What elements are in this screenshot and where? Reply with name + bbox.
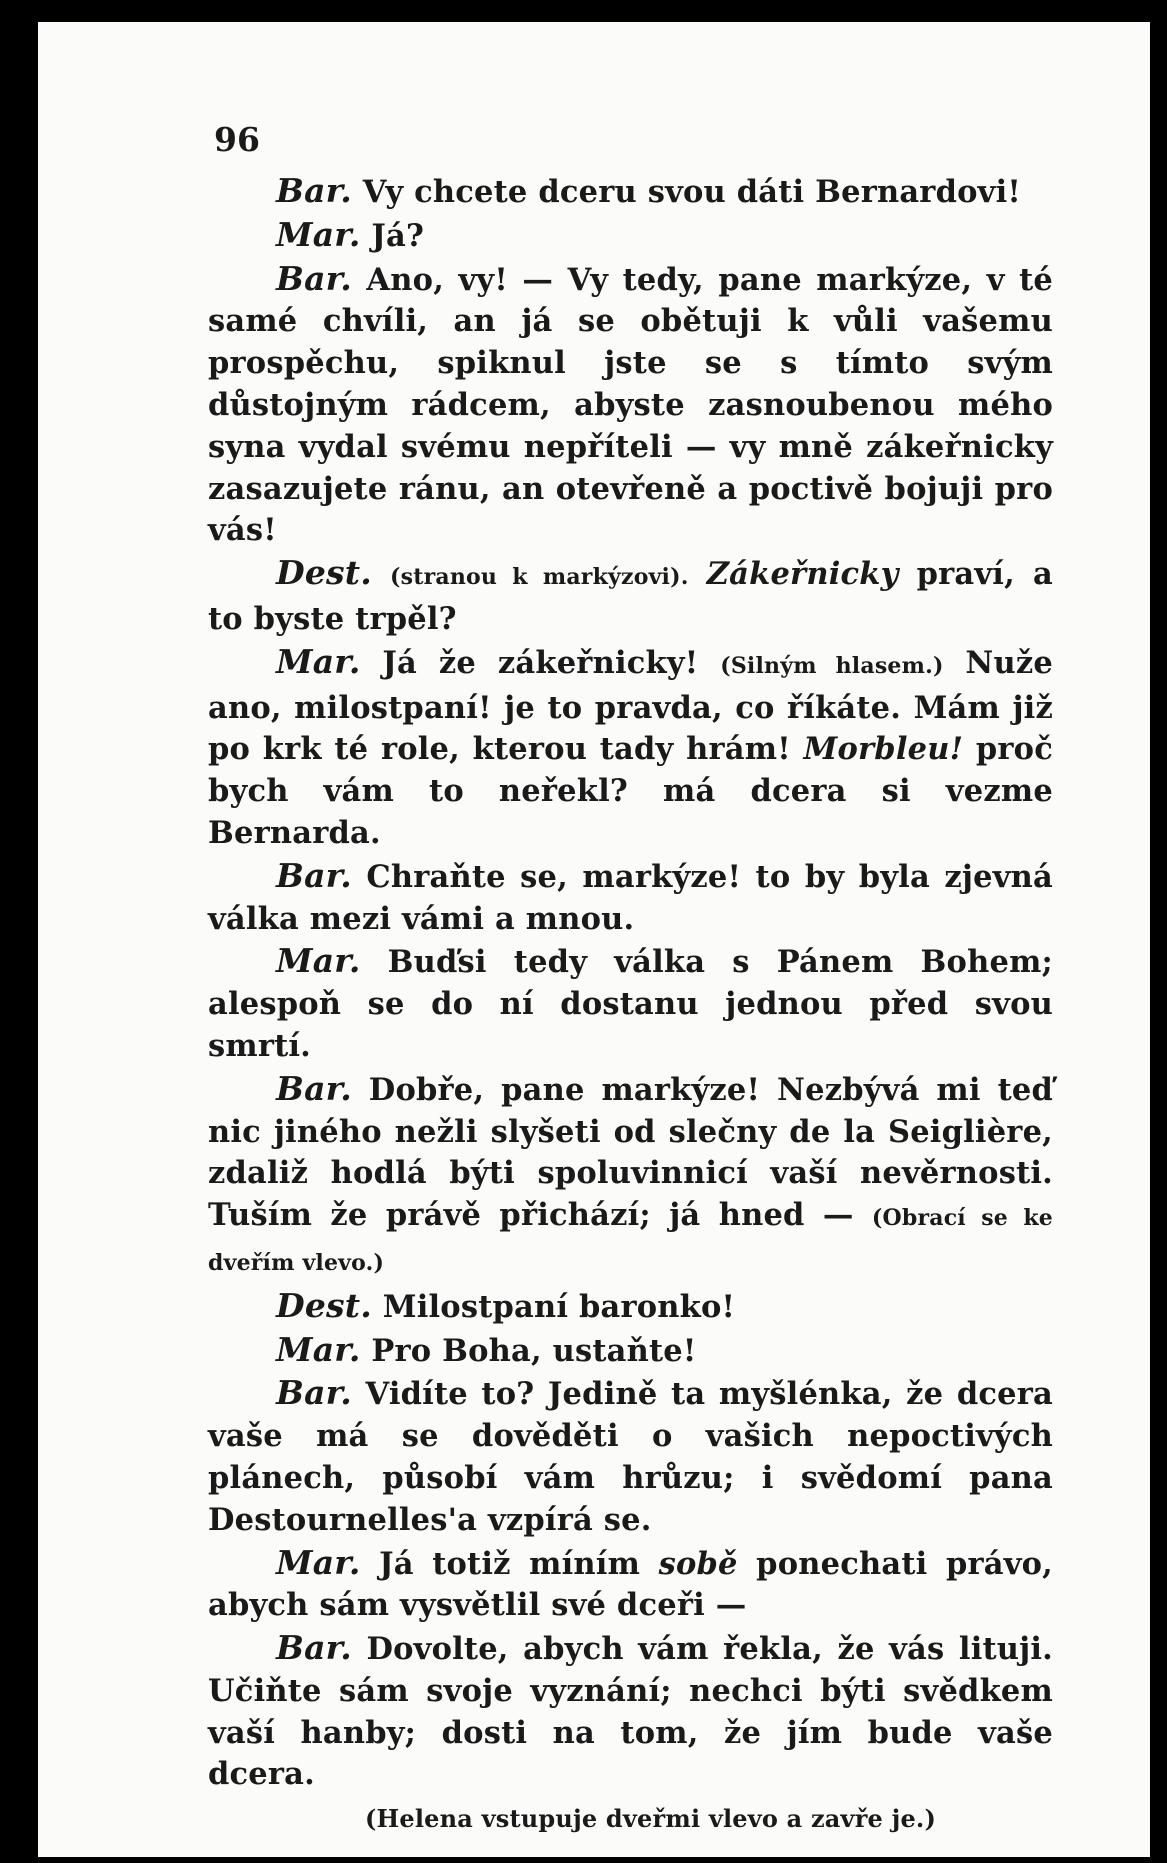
stage-direction: (Obrací se ke dveřím vlevo.) [208,1205,1053,1276]
page-number: 96 [214,120,260,159]
speech-5: Mar. Já že zákeřnicky! (Silným hlasem.) Nuže ano, milostpaní! je to pravda, co říkáte. Mám již po krk té role, kterou tady hrám! Morbleu! proč bych vám to neřekl? má dcera si vezme Bernarda. [208,641,1054,851]
speaker: Bar. [276,1373,352,1413]
speaker: Bar. [276,1628,352,1668]
speaker: Mar. [276,214,361,254]
speaker: Bar. [276,258,352,298]
speech-9: Dest. Milostpaní baronko! [276,1285,736,1325]
speaker: Bar. [276,855,352,895]
speech-2: Mar. Já? [276,214,425,254]
page-text [208,170,1053,1840]
stage-direction-final: (Helena vstupuje dveřmi vlevo a zavře je.) [364,1804,937,1834]
speech-1: Bar. Vy chcete dceru svou dáti Bernardovi! [276,171,1021,210]
speaker: Mar. [276,641,361,681]
speaker: Dest. [276,1285,372,1325]
speech-3: Bar. Ano, vy! — Vy tedy, pane markýze, v té samé chvíli, an já se obětuji k vůli vašemu prospěchu, spiknul jste se s tímto svým důstojným rádcem, abyste zasnoubenou mého syna vydal svému nepříteli — vy mně zákeřnicky zasazujete ránu, an otevřeně a poctivě bojuji pro vás! [208,258,1053,549]
speaker: Bar. [276,171,352,210]
stage-direction: (stranou k markýzovi). [390,564,689,591]
speech-8: Bar. Dobře, pane markýze! Nezbývá mi teď nic jiného nežli slyšeti od slečny de la Seiglière, zdaliž hodlá býti spoluvinnicí vaší nevěrnosti. Tuším že právě přichází; já hned — (Obrací se ke dveřím vlevo.) [208,1068,1053,1276]
speaker: Bar. [276,1068,352,1108]
stage-direction: (Silným hlasem.) [720,652,944,679]
speech-10: Mar. Pro Boha, ustaňte! [276,1329,697,1369]
speaker: Mar. [276,941,361,981]
speaker: Mar. [276,1329,361,1369]
speech-7: Mar. Buďsi tedy válka s Pánem Bohem; alespoň se do ní dostanu jednou před svou smrtí. [208,941,1053,1064]
speech-12: Mar. Já totiž míním sobě ponechati právo, abych sám vysvětlil své dceři — [208,1542,1053,1624]
speech-6: Bar. Chraňte se, markýze! to by byla zjevná válka mezi vámi a mnou. [208,855,1053,937]
speech-4: Dest. (stranou k markýzovi). Zákeřnicky praví, a to byste trpěl? [208,553,1053,637]
speaker: Dest. [276,553,372,593]
speaker: Mar. [276,1542,361,1582]
speech-11: Bar. Vidíte to? Jedině ta myšlénka, že dcera vaše má se dověděti o vašich nepoctivých plánech, působí vám hrůzu; i svědomí pana Destournelles'a vzpírá se. [208,1373,1053,1538]
speech-13: Bar. Dovolte, abych vám řekla, že vás lituji. Učiňte sám svoje vyznání; nechci býti svědkem vaší hanby; dosti na tom, že jím bude vaše dcera. [208,1628,1053,1793]
